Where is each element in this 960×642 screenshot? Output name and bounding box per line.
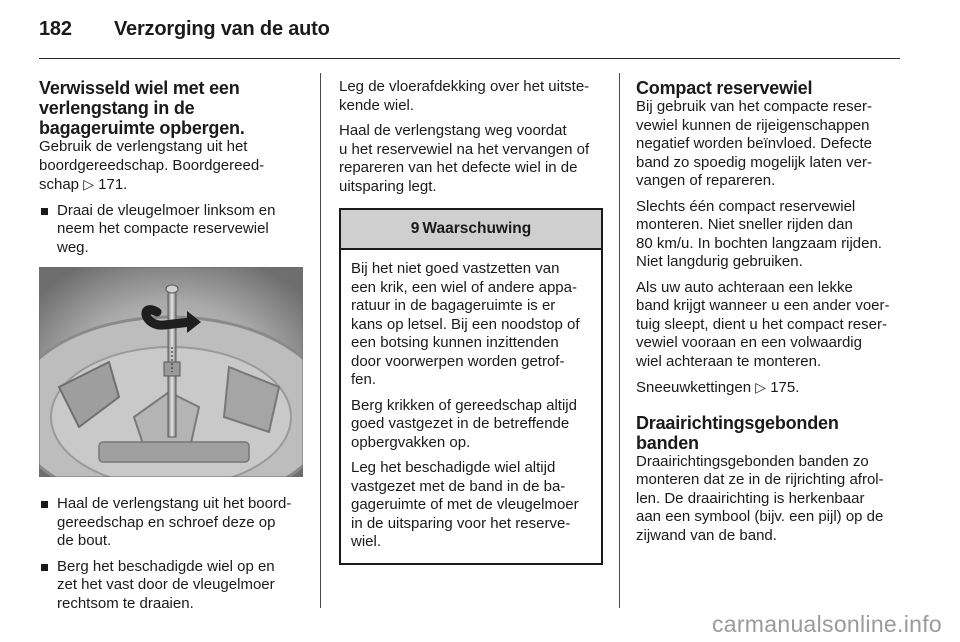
floor-cover-paragraph: Leg de vloerafdekking over het uitste- kende wiel. [339, 78, 590, 114]
column-3 [636, 78, 906, 552]
bullet-square-icon [41, 564, 48, 571]
column-divider-2 [619, 73, 620, 608]
bullet-square-icon [41, 208, 48, 215]
page-header [39, 18, 330, 41]
page-ref-arrow-icon: ▷ [83, 176, 94, 192]
compact-spare-paragraph-3: Als uw auto achteraan een lekke band krijgt wanneer u een ander voer- tuig sleept, dient u het compact reser- vewiel vooraan en een volwaardig wiel achteraan te monteren. [636, 278, 890, 370]
column-1 [39, 78, 303, 620]
warning-header [341, 210, 601, 250]
compact-spare-paragraph-1: Bij gebruik van het compacte reser- vewiel kunnen de rijeigenschappen negatief worden beïnvloed. Defecte band zo spoedig mogelijk laten ver- vangen of repareren. [636, 98, 872, 189]
warning-box [339, 208, 603, 565]
bullet-item: Haal de verlengstang uit het boord- gereedschap en schroef deze op de bout. [39, 495, 303, 551]
column-divider-1 [320, 73, 321, 608]
intro-paragraph: Gebruik de verlengstang uit het boordgereedschap. Boordgereed- schap ▷ 171. [39, 138, 265, 193]
chapter-title: Verzorging van de auto [114, 18, 330, 40]
warning-triangle-icon: 9 [410, 219, 420, 237]
spare-wheel-photo [39, 267, 303, 477]
page-ref-arrow-icon: ▷ [755, 379, 767, 395]
warning-title: Waarschuwing [422, 219, 532, 237]
header-rule [39, 58, 900, 59]
page-number: 182 [39, 18, 72, 40]
directional-tyres-paragraph: Draairichtingsgebonden banden zo monteren dat ze in de rijrichting afrol- len. De draairichting is herkenbaar aan een symbool (bijv. een pijl) op de zijwand van de band. [636, 452, 884, 544]
bullet-item: Berg het beschadigde wiel op en zet het vast door de vleugelmoer rechtsom te draaien. [39, 558, 303, 614]
section-heading-store-wheel: Verwisseld wiel met een verlengstang in de bagageruimte opbergen. [39, 78, 245, 138]
page-ref-link[interactable]: 175. [770, 379, 800, 396]
extension-bar-paragraph: Haal de verlengstang weg voordat u het reservewiel na het vervangen of repareren van het defecte wiel in de uitsparing legt. [339, 122, 590, 195]
section-heading-compact-spare: Compact reservewiel [636, 78, 813, 98]
bullet-square-icon [41, 501, 48, 508]
warning-body: Bij het niet goed vastzetten van een krik, een wiel of andere appa- ratuur in de bagageruimte is er kans op letsel. Bij een noodstop of een botsing kunnen inzittenden door voorwerpen worden getrof- fen. Berg krikken of gereedschap altijd goed vastgezet in de betreffende opbergvakken op. Leg het beschadigde wiel altijd vastgezet met de band in de ba- gageruimte of met de vleugelmoer in de uitsparing voor het reserve- wiel. [351, 260, 580, 550]
snow-chains-ref: Sneeuwkettingen ▷ 175. [636, 379, 800, 396]
section-heading-directional-tyres: Draairichtingsgebonden banden [636, 412, 839, 453]
column-2 [339, 78, 603, 565]
page-ref-link[interactable]: 171. [98, 176, 128, 193]
site-watermark: carmanualsonline.info [711, 611, 942, 637]
compact-spare-paragraph-2: Slechts één compact reservewiel monteren. Niet sneller rijden dan 80 km/u. In bochten langzaam rijden. Niet langdurig gebruiken. [636, 197, 882, 270]
bullet-item: Draai de vleugelmoer linksom en neem het compacte reservewiel weg. [39, 202, 303, 258]
